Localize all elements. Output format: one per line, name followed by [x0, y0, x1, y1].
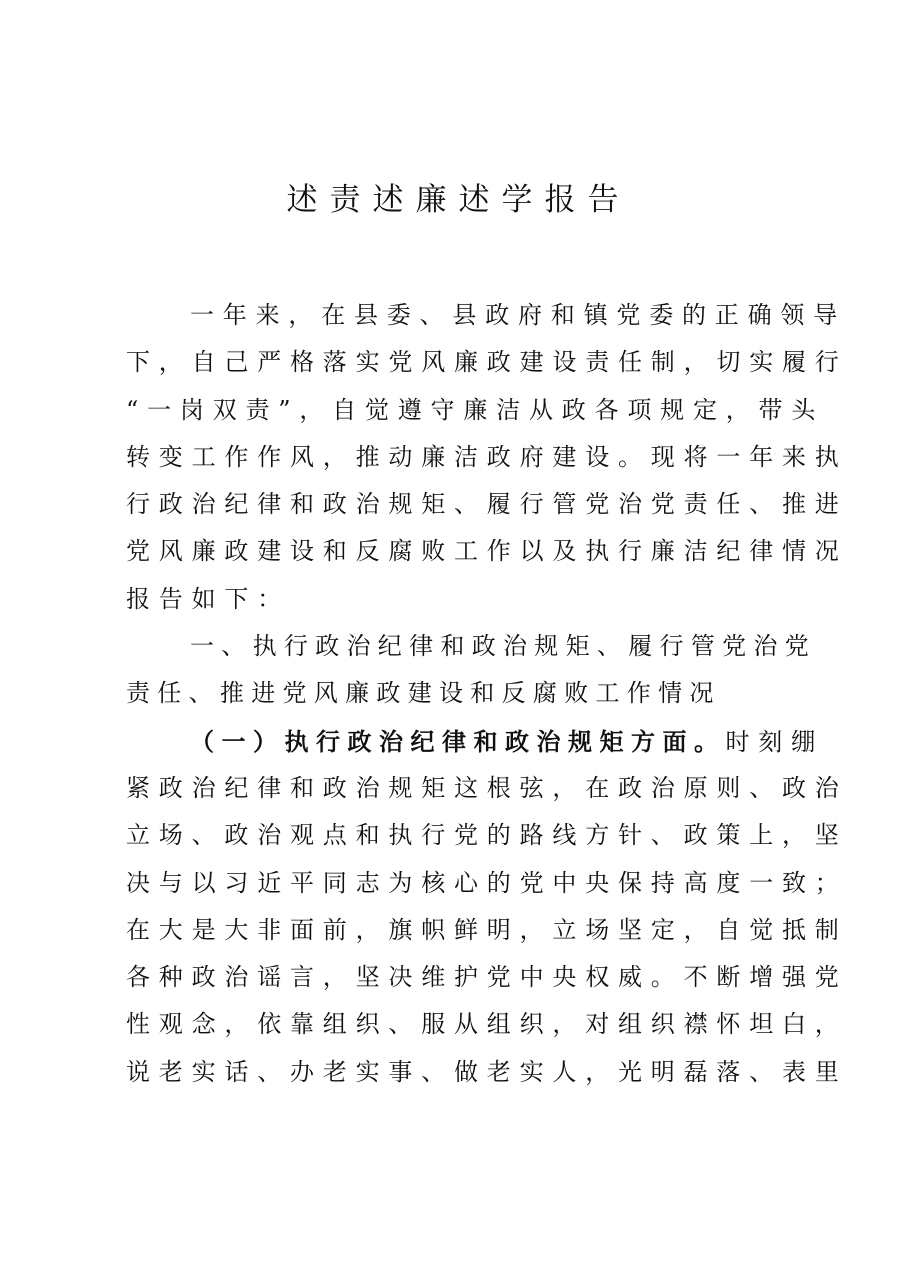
paragraph-line: 行政治纪律和政治规矩、履行管党治党责任、推进: [126, 490, 848, 519]
paragraph-line: 决与以习近平同志为核心的党中央保持高度一致；: [126, 868, 848, 897]
subsection-heading: （一）执行政治纪律和政治规矩方面。: [190, 726, 726, 756]
paragraph-line: 立场、政治观点和执行党的路线方针、政策上，坚: [126, 821, 848, 850]
paragraph-line: 性观念，依靠组织、服从组织，对组织襟怀坦白，: [126, 1010, 848, 1039]
document-body: [126, 292, 848, 1096]
section-heading-line: 责任、推进党风廉政建设和反腐败工作情况: [126, 679, 721, 708]
paragraph-line: 说老实话、办老实事、做老实人，光明磊落、表里: [126, 1057, 848, 1086]
paragraph-line: 一年来，在县委、县政府和镇党委的正确领导: [190, 301, 846, 329]
paragraph-line: 转变工作作风，推动廉洁政府建设。现将一年来执: [126, 442, 848, 471]
subsection-first-line: [126, 718, 824, 765]
paragraph-line: 在大是大非面前，旗帜鲜明，立场坚定，自觉抵制: [126, 915, 848, 944]
paragraph-line: 各种政治谣言，坚决维护党中央权威。不断增强党: [126, 963, 848, 992]
paragraph-line: “一岗双责”，自觉遵守廉洁从政各项规定，带头: [126, 395, 825, 424]
subsection-text: 时刻绷: [725, 727, 824, 756]
paragraph-line: 下，自己严格落实党风廉政建设责任制，切实履行: [126, 348, 848, 377]
paragraph-line: 报告如下：: [126, 584, 290, 613]
paragraph-line: 党风廉政建设和反腐败工作以及执行廉洁纪律情况: [126, 537, 848, 566]
section-heading-line: 一、执行政治纪律和政治规矩、履行管党治党: [190, 632, 816, 661]
document-title: 述责述廉述学报告: [286, 182, 631, 218]
paragraph-line: 紧政治纪律和政治规矩这根弦，在政治原则、政治: [126, 773, 848, 802]
